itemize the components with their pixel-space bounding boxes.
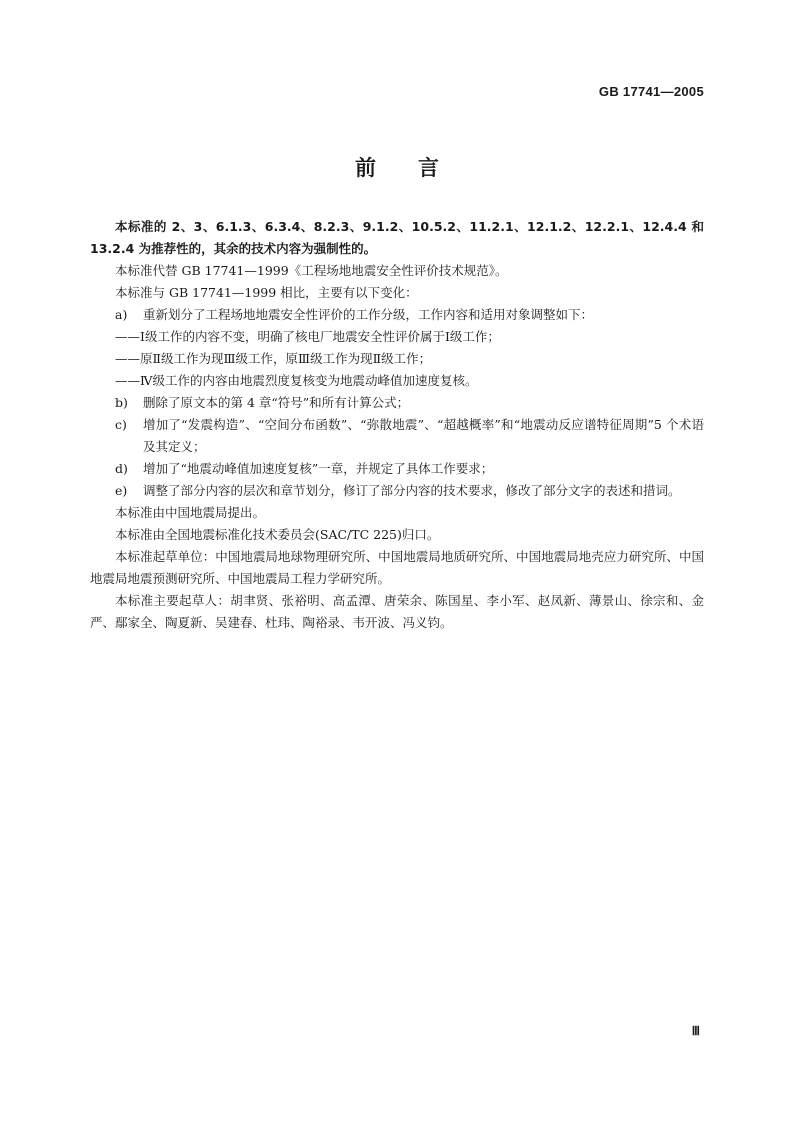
change-text: 调整了部分内容的层次和章节划分，修订了部分内容的技术要求，修改了部分文字的表述和措词。 (143, 483, 681, 498)
paragraph-committee: 本标准由全国地震标准化技术委员会(SAC/TC 225)归口。 (115, 527, 440, 542)
change-label: c) (115, 417, 127, 432)
change-item-d (90, 458, 704, 480)
sub-item-1: ——Ⅰ级工作的内容不变，明确了核电厂地震安全性评价属于Ⅰ级工作； (115, 329, 500, 344)
sub-item-3: ——Ⅳ级工作的内容由地震烈度复核变为地震动峰值加速度复核。 (115, 373, 478, 388)
paragraph-proposer: 本标准由中国地震局提出。 (115, 505, 266, 520)
page-number: Ⅲ (691, 1024, 700, 1038)
paragraph-drafting-units: 本标准起草单位：中国地震局地球物理研究所、中国地震局地质研究所、中国地震局地壳应力研究所、中国地震局地震预测研究所、中国地震局工程力学研究所。 (90, 549, 704, 586)
change-label: d) (115, 461, 128, 476)
foreword-body (90, 216, 704, 634)
sub-item-2: ——原Ⅱ级工作为现Ⅲ级工作，原Ⅲ级工作为现Ⅱ级工作； (115, 351, 432, 366)
change-label: a) (115, 307, 128, 322)
change-item-a (90, 304, 704, 326)
change-item-c (90, 414, 704, 458)
change-item-b (90, 392, 704, 414)
paragraph-changes-intro: 本标准与 GB 17741—1999 相比，主要有以下变化： (115, 285, 418, 300)
page-title: 前言 (355, 156, 481, 180)
standard-code: GB 17741—2005 (598, 84, 704, 99)
change-text: 重新划分了工程场地地震安全性评价的工作分级，工作内容和适用对象调整如下： (143, 307, 594, 322)
paragraph-replaces: 本标准代替 GB 17741—1999《工程场地地震安全性评价技术规范》。 (115, 263, 508, 278)
change-text: 增加了“地震动峰值加速度复核”一章，并规定了具体工作要求； (143, 461, 494, 476)
paragraph-recommended-clauses: 本标准的 2、3、6.1.3、6.3.4、8.2.3、9.1.2、10.5.2、11.2.1、12.1.2、12.2.1、12.4.4 和 13.2.4 为推荐性的，其余的技术内容为强制性的。 (90, 219, 704, 256)
change-label: e) (115, 483, 128, 498)
change-label: b) (115, 395, 128, 410)
change-item-e (90, 480, 704, 502)
paragraph-drafters: 本标准主要起草人：胡聿贤、张裕明、高孟潭、唐荣余、陈国星、李小军、赵凤新、薄景山、徐宗和、金严、鄢家全、陶夏新、吴建春、杜玮、陶裕录、韦开波、冯义钧。 (90, 593, 704, 630)
change-text: 增加了“发震构造”、“空间分布函数”、“弥散地震”、“超越概率”和“地震动反应谱特征周期”5 个术语及其定义； (143, 417, 704, 454)
change-text: 删除了原文本的第 4 章“符号”和所有计算公式； (143, 395, 410, 410)
